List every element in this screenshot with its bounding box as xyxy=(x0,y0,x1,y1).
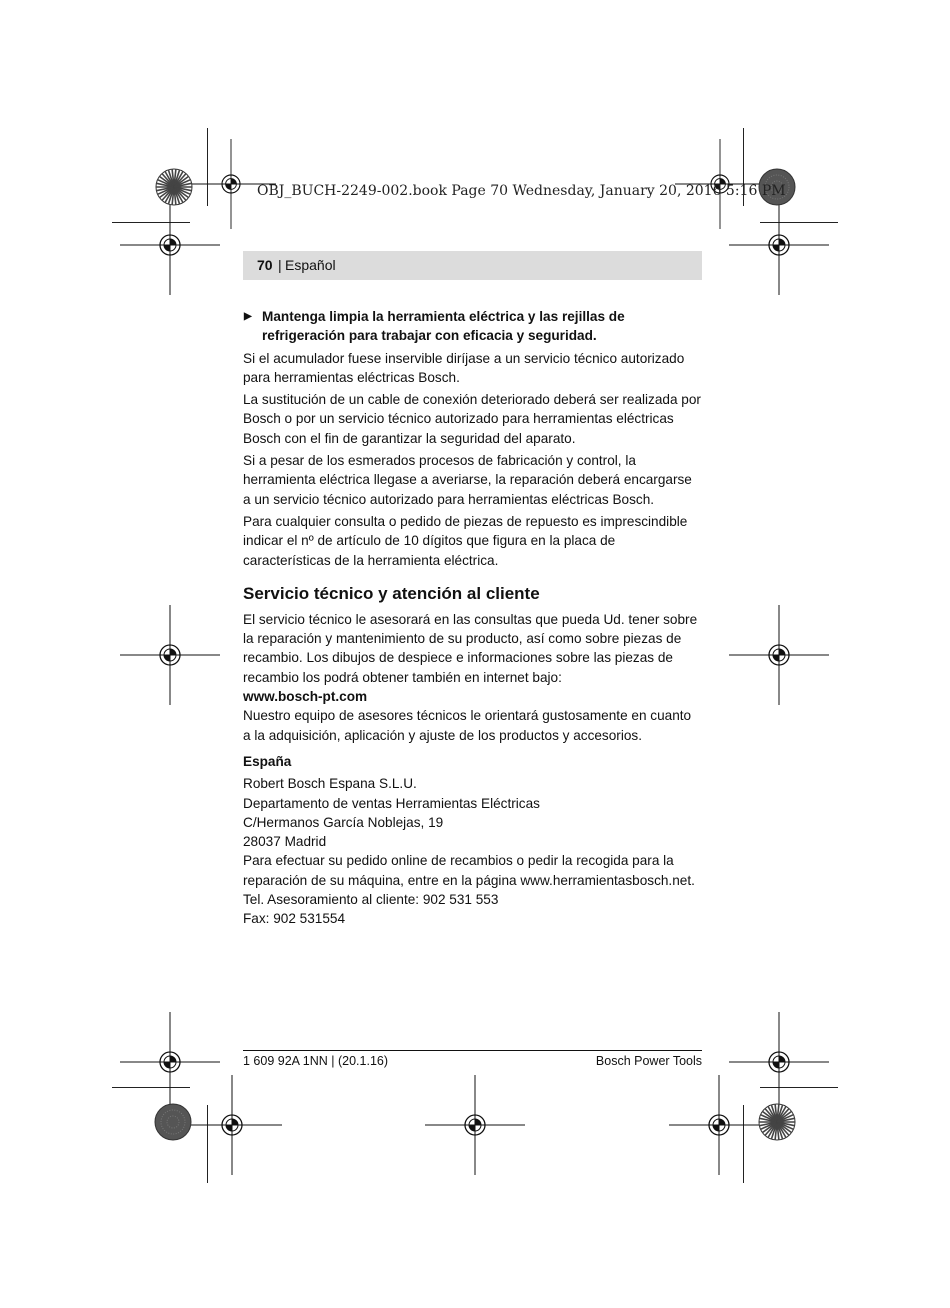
safety-note-text: Mantenga limpia la herramienta eléctrica y las rejillas de refrigeración para trabajar con eficacia y seguridad. xyxy=(262,309,625,344)
fax: Fax: 902 531554 xyxy=(243,911,346,927)
main-content xyxy=(243,307,702,929)
header-language: Español xyxy=(285,257,336,273)
address-line: C/Hermanos García Noblejas, 19 xyxy=(243,814,444,830)
paragraph: Si el acumulador fuese inservible diríjase a un servicio técnico autorizado para herramientas eléctricas Bosch. xyxy=(243,350,685,385)
paragraph: Para cualquier consulta o pedido de piezas de repuesto es imprescindible indicar el nº de artículo de 10 dígitos que figura en la placa de características de la herramienta eléctrica. xyxy=(243,513,688,568)
safety-note xyxy=(243,307,702,346)
footer-rule xyxy=(243,1050,702,1051)
country-heading: España xyxy=(243,753,292,769)
telephone: Tel. Asesoramiento al cliente: 902 531 553 xyxy=(243,892,499,908)
book-info-line: OBJ_BUCH-2249-002.book Page 70 Wednesday, January 20, 2016 5:16 PM xyxy=(257,183,786,199)
paragraph: Si a pesar de los esmerados procesos de fabricación y control, la herramienta eléctrica llegase a averiarse, la reparación deberá encargarse a un servicio técnico autorizado para herramientas eléctricas Bosch. xyxy=(243,453,692,507)
footer-document-id: 1 609 92A 1NN | (20.1.16) xyxy=(243,1054,389,1068)
header-separator: | xyxy=(278,257,282,273)
footer-brand: Bosch Power Tools xyxy=(595,1054,702,1068)
service-text: El servicio técnico le asesorará en las consultas que pueda Ud. tener sobre la reparación y mantenimiento de su producto, así como sobre piezas de recambio. Los dibujos de despiece e informaciones sobre las piezas de recambio los podrá obtener también en internet bajo: xyxy=(243,611,698,685)
address-line: 28037 Madrid xyxy=(243,834,327,850)
page-header xyxy=(243,251,702,280)
page-number: 70 xyxy=(257,257,273,273)
service-text-2: Nuestro equipo de asesores técnicos le orientará gustosamente en cuanto a la adquisición, aplicación y ajuste de los productos y accesorios. xyxy=(243,708,692,743)
section-heading: Servicio técnico y atención al cliente xyxy=(243,583,540,603)
address-line: Departamento de ventas Herramientas Eléctricas xyxy=(243,795,540,811)
bullet-arrow-icon: ▶ xyxy=(244,311,252,322)
address-line: Robert Bosch Espana S.L.U. xyxy=(243,776,417,792)
paragraph: La sustitución de un cable de conexión deteriorado deberá ser realizada por Bosch o por un servicio técnico autorizado para herramientas eléctricas Bosch con el fin de garantizar la seguridad del aparato. xyxy=(243,392,701,446)
online-order-text: Para efectuar su pedido online de recambios o pedir la recogida para la reparación de su máquina, entre en la página www.herramientasbosch.net. xyxy=(243,853,695,888)
service-url-link[interactable]: www.bosch-pt.com xyxy=(243,689,368,705)
